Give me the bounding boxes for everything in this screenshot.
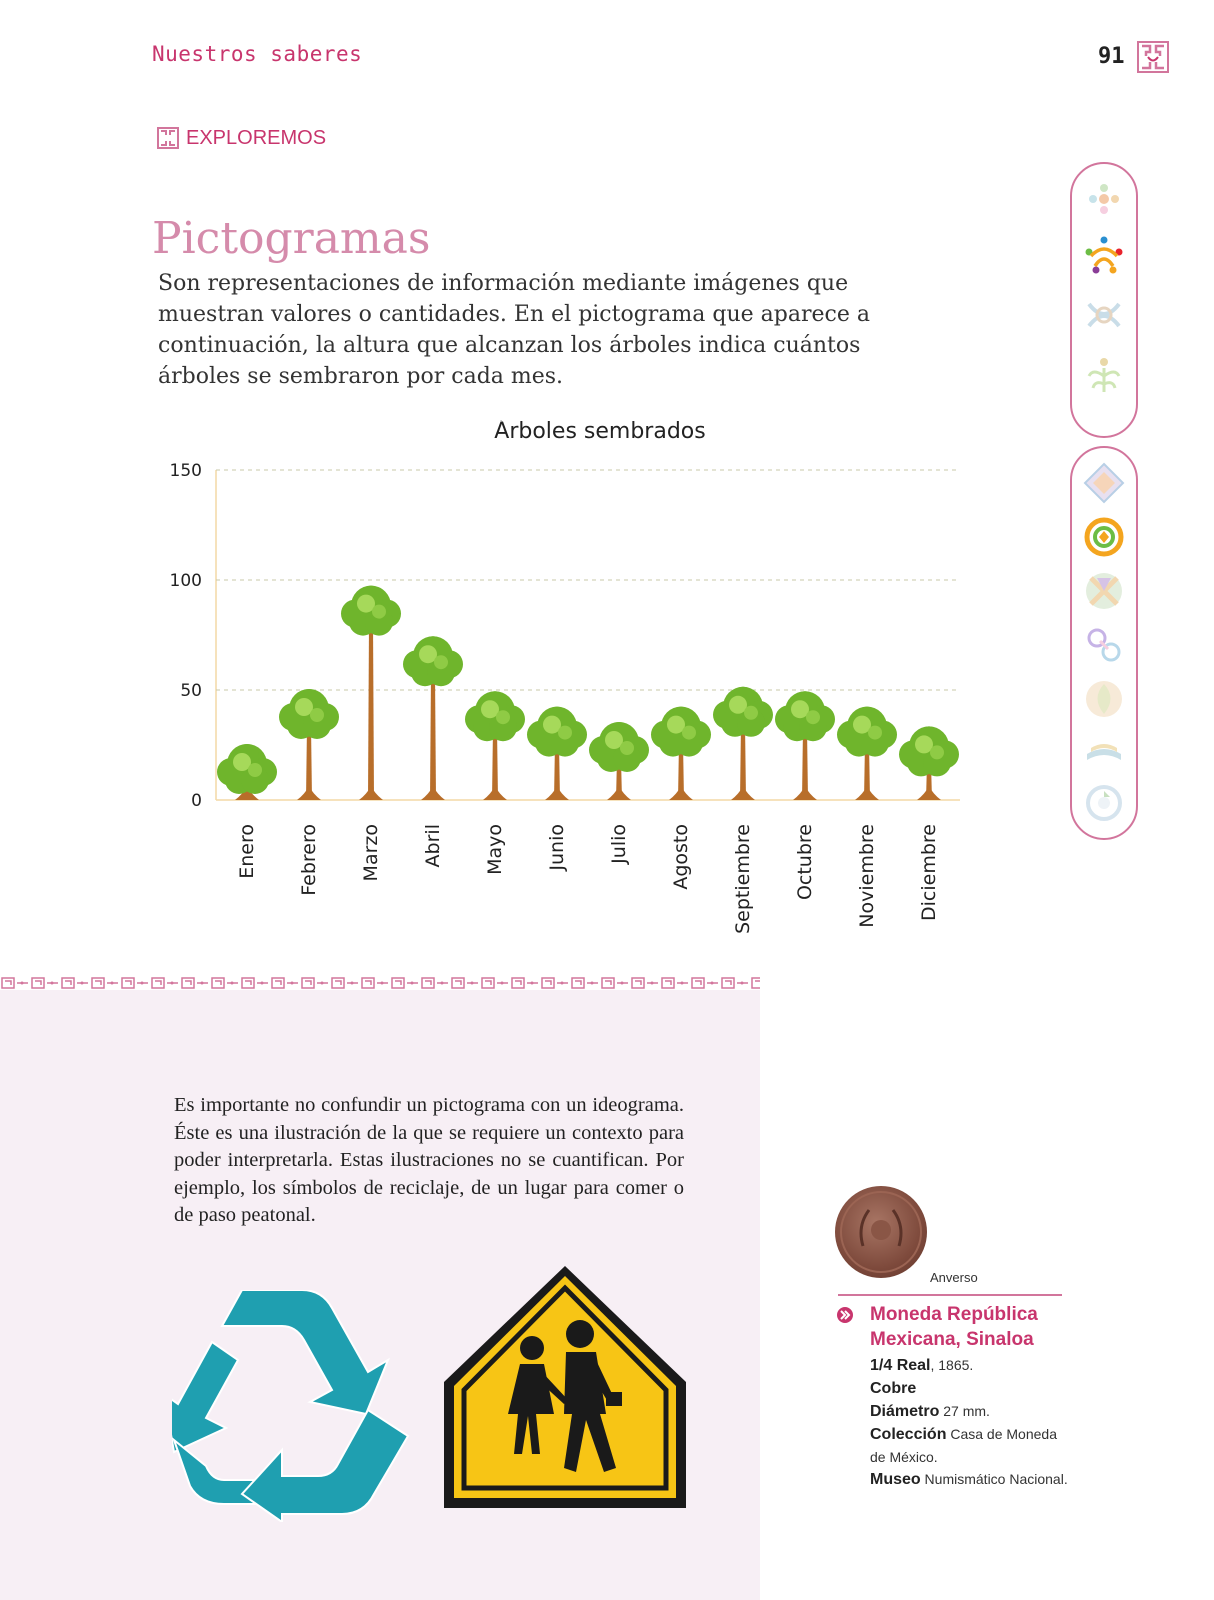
y-tick-label: 50	[180, 681, 202, 701]
coin-title: Moneda República Mexicana, Sinaloa	[870, 1304, 1038, 1350]
coin-diameter-label: Diámetro	[870, 1403, 940, 1420]
intro-paragraph: Son representaciones de información mediante imágenes que muestran valores o cantidades. En el pictograma que aparece a continuación, la altura que alcanzan los árboles indica cuántos árboles se sembraron por cada mes.	[158, 271, 870, 389]
x-tick-label: Junio	[546, 824, 568, 871]
coin-material-line	[870, 1377, 1070, 1400]
coin-collection-value: Casa de Moneda de México.	[870, 1426, 1057, 1465]
x-tick-label: Abril	[422, 824, 444, 868]
tree-mark	[403, 636, 463, 800]
x-tick-label: Julio	[608, 824, 630, 864]
tree-mark	[527, 707, 587, 800]
coin-value-line	[870, 1354, 1070, 1377]
ornament-icon	[1136, 40, 1170, 74]
person-plant-icon[interactable]	[1083, 354, 1125, 396]
x-axis-labels	[236, 824, 940, 934]
diamond-icon[interactable]	[1083, 462, 1125, 504]
coin-caption: Anverso	[930, 1270, 978, 1285]
y-tick-label: 150	[169, 461, 202, 481]
section-tag	[156, 126, 326, 150]
section-tag-label: EXPLOREMOS	[186, 126, 327, 149]
tree-mark	[713, 687, 773, 800]
coin-image	[835, 1186, 927, 1278]
y-axis-ticks	[170, 461, 202, 811]
tree-mark	[341, 586, 401, 800]
ornament-icon	[156, 126, 180, 150]
tree-mark	[775, 691, 835, 800]
x-tick-label: Agosto	[670, 824, 692, 890]
section-header: Nuestros saberes	[152, 42, 363, 66]
y-tick-label: 100	[169, 571, 202, 591]
target-icon[interactable]	[1083, 516, 1125, 558]
coin-museum-line	[870, 1468, 1070, 1491]
coin-collection-label: Colección	[870, 1426, 947, 1443]
chevron-right-icon	[836, 1306, 854, 1324]
coin-collection-line	[870, 1423, 1070, 1468]
tree-mark	[465, 691, 525, 800]
community-icon[interactable]	[1083, 234, 1125, 276]
coin-museum-value: Numismático Nacional.	[920, 1471, 1068, 1487]
knot-icon[interactable]	[1083, 294, 1125, 336]
pedestrian-crossing-icon	[440, 1264, 690, 1514]
x-tick-label: Septiembre	[732, 824, 754, 934]
side-nav-rail-bottom	[1070, 446, 1138, 840]
x-tick-label: Noviembre	[856, 824, 878, 928]
coin-material: Cobre	[870, 1380, 917, 1397]
leaf-icon[interactable]	[1083, 678, 1125, 720]
chart-marks	[217, 586, 959, 800]
link-icon[interactable]	[1083, 624, 1125, 666]
x-tick-label: Febrero	[298, 824, 320, 896]
y-tick-label: 0	[191, 791, 202, 811]
tree-mark	[279, 689, 339, 800]
tree-mark	[651, 707, 711, 800]
divider	[838, 1294, 1062, 1296]
coin-diameter-line	[870, 1400, 1070, 1423]
tree-mark	[837, 707, 897, 800]
chart-title: Árboles sembrados	[494, 420, 706, 444]
coin-museum-label: Museo	[870, 1471, 921, 1488]
x-tick-label: Mayo	[484, 824, 506, 875]
x-tick-label: Enero	[236, 824, 258, 879]
page-number: 91	[1098, 44, 1125, 69]
page-title: Pictogramas	[152, 213, 431, 265]
tree-mark	[589, 722, 649, 800]
x-tick-label: Diciembre	[918, 824, 940, 921]
book-icon[interactable]	[1083, 730, 1125, 772]
coin-value-label: 1/4 Real	[870, 1357, 931, 1374]
note-paragraph: Es importante no confundir un pictograma con un ideograma. Éste es una ilustración de la que se requiere un contexto para poder interpretarla. Estas ilustraciones no se cuantifican. Por ejemplo, los símbolos de reciclaje, de un lugar para comer o de paso peatonal.	[174, 1094, 684, 1226]
coin-relief	[835, 1186, 927, 1278]
coin-details	[870, 1354, 1070, 1491]
decorative-border	[0, 976, 760, 990]
cycle-icon[interactable]	[1083, 782, 1125, 824]
x-tick-label: Marzo	[360, 824, 382, 882]
coin-value-year: , 1865.	[930, 1357, 974, 1373]
recycle-icon	[172, 1290, 412, 1522]
hourglass-icon[interactable]	[1083, 570, 1125, 612]
tree-mark	[217, 744, 277, 800]
flower-icon[interactable]	[1083, 178, 1125, 220]
side-nav-rail-top	[1070, 162, 1138, 438]
pictogram-chart	[160, 420, 980, 965]
coin-diameter-value: 27 mm.	[939, 1403, 990, 1419]
tree-mark	[899, 726, 959, 800]
x-tick-label: Octubre	[794, 824, 816, 901]
